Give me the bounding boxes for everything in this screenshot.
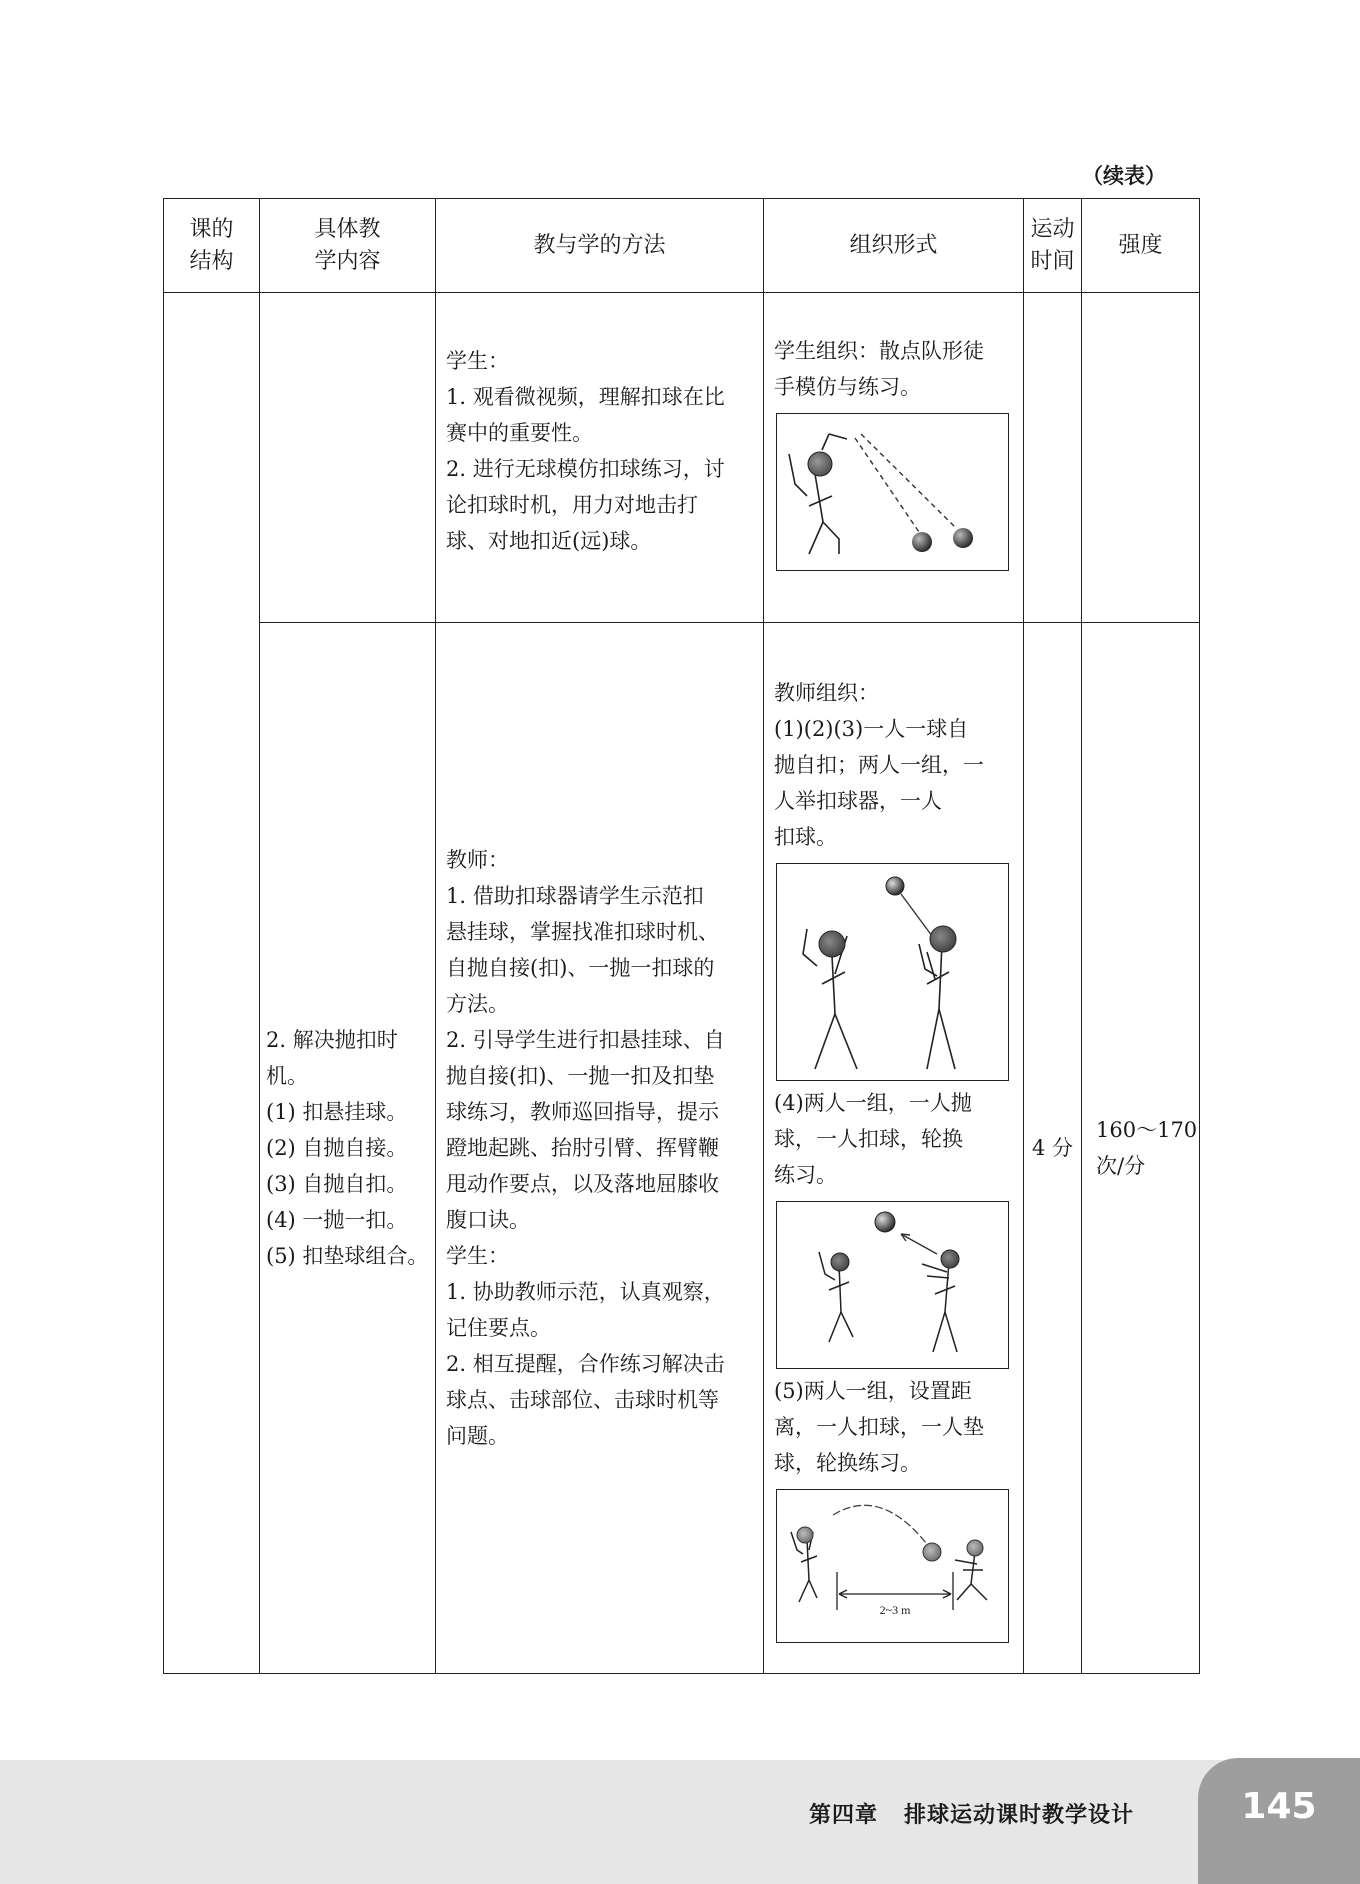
method-text-2: 教师： 1. 借助扣球器请学生示范扣 悬挂球，掌握找准扣球时机、 自抛自接(扣)、一抛一扣球的 方法。 2. 引导学生进行扣悬挂球、自 抛自接(扣)、一抛一扣及扣垫 球练习，教师巡回指导，提示 蹬地起跳、抬肘引臂、挥臂鞭 甩动作要点，以及落地屈膝收 腹口诀。 学生： 1. 协助教师示范，认真观察， 记住要点。 2. 相互提醒，合作练习解决击 球点、击球部位、击球时机等 问题。 [446,848,725,1448]
time-cell-2 [1024,623,1082,1674]
header-time: 运动 时间 [1024,199,1082,293]
header-intensity: 强度 [1082,199,1200,293]
continued-label: （续表） [1082,164,1166,188]
diagram-hanging-ball [776,863,1009,1081]
intensity-value: 160～170 次/分 [1096,1118,1198,1178]
org-text-2c: (5)两人一组，设置距 离，一人扣球，一人垫 球，轮换练习。 [774,1379,984,1475]
page-footer [0,1760,1360,1884]
table-row [164,293,1200,623]
header-row [164,199,1200,293]
time-value: 4 分 [1031,1136,1074,1160]
lesson-table [163,198,1200,1674]
method-text-1: 学生： 1. 观看微视频，理解扣球在比 赛中的重要性。 2. 进行无球模仿扣球练习，讨 论扣球时机，用力对地击打 球、对地扣近(远)球。 [446,349,725,553]
diagram-shadow-spiking [776,413,1009,571]
header-content: 具体教 学内容 [260,199,436,293]
table-row [164,623,1200,1674]
org-text-2a: 教师组织： (1)(2)(3)一人一球自 抛自扣；两人一组，一 人举扣球器，一人 扣球。 [774,681,984,849]
diagram-toss-spike [776,1201,1009,1369]
org-text-2b: (4)两人一组，一人抛 球，一人扣球，轮换 练习。 [774,1091,972,1187]
method-cell-1 [436,293,764,623]
diagram-spike-dig [776,1489,1009,1643]
org-text-1: 学生组织：散点队形徒 手模仿与练习。 [774,339,984,399]
player-figure-digger [955,1552,987,1600]
method-cell-2 [436,623,764,1674]
page-number: 145 [1241,1786,1317,1827]
structure-cell [164,293,260,1674]
ball-arc [833,1505,930,1548]
organization-cell-2 [764,623,1024,1674]
player-figure-right [919,944,955,1069]
distance-label: 2~3 m [879,1603,911,1617]
chapter-title: 第四章 排球运动课时教学设计 [808,1803,1134,1828]
intensity-cell-1 [1082,293,1200,623]
content-cell-2 [260,623,436,1674]
content-text-2: 2. 解决抛扣时 机。 (1) 扣悬挂球。 (2) 自抛自接。 (3) 自抛自扣。 (4) 一抛一扣。 (5) 扣垫球组合。 [266,1028,429,1268]
header-method: 教与学的方法 [436,199,764,293]
intensity-cell-2 [1082,623,1200,1674]
header-structure: 课的 结构 [164,199,260,293]
ball-paths [855,434,955,532]
time-cell-1 [1024,293,1082,623]
header-organization: 组织形式 [764,199,1024,293]
page-number-tab [1198,1758,1360,1884]
content-cell-1 [260,293,436,623]
organization-cell-1 [764,293,1024,623]
player-figure-tosser [922,1262,957,1352]
